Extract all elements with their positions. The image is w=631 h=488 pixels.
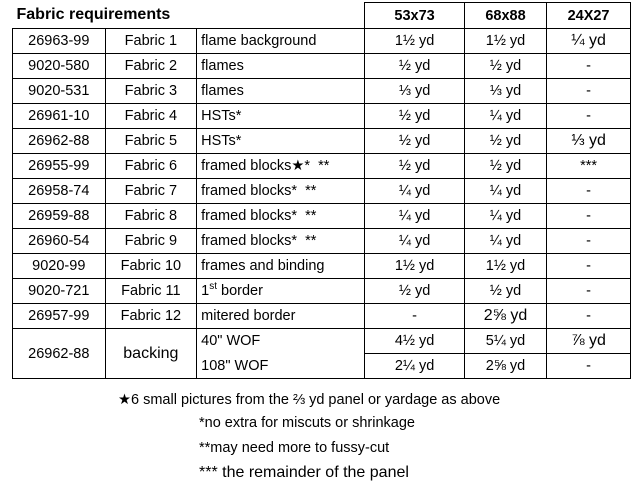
yardage-size-3: - [547,54,631,79]
yardage-size-1: ¼ yd [365,179,465,204]
fabric-use: framed blocks* ** [197,229,365,254]
backing-row [13,329,631,354]
yardage-size-1: ½ yd [365,279,465,304]
header-row [13,3,631,29]
yardage-size-1: ¼ yd [365,229,465,254]
fabric-name: Fabric 9 [105,229,197,254]
yardage-size-3: ¼ yd [547,29,631,54]
fabric-code: 26960-54 [13,229,106,254]
yardage-size-3: - [547,79,631,104]
fabric-name: Fabric 1 [105,29,197,54]
backing-code: 26962-88 [13,329,106,379]
yardage-size-1: ½ yd [365,154,465,179]
table-row [13,179,631,204]
fabric-use-number: 1 [201,283,210,299]
footnote-single-asterisk: *no extra for miscuts or shrinkage [199,415,415,431]
table-row [13,204,631,229]
backing-yardage-size-2: 5¼ yd [464,329,546,354]
backing-label: backing [105,329,197,379]
yardage-size-1: ½ yd [365,104,465,129]
table-title: Fabric requirements [13,3,365,29]
fabric-use: framed blocks* ** [197,179,365,204]
backing-yardage-size-1: 4½ yd [365,329,465,354]
table-row [13,129,631,154]
yardage-size-2: 1½ yd [464,29,546,54]
table-row [13,104,631,129]
yardage-size-2: ¼ yd [464,179,546,204]
yardage-size-3: - [547,104,631,129]
yardage-size-1: ¼ yd [365,204,465,229]
yardage-size-3: - [547,279,631,304]
fabric-code: 9020-531 [13,79,106,104]
yardage-size-3: - [547,204,631,229]
fabric-code: 9020-99 [13,254,106,279]
yardage-size-1: - [365,304,465,329]
fabric-name: Fabric 7 [105,179,197,204]
backing-use: 108" WOF [197,354,365,379]
fabric-requirements-table [12,2,631,379]
backing-yardage-size-1: 2¼ yd [365,354,465,379]
backing-yardage-size-3: - [547,354,631,379]
fabric-name: Fabric 4 [105,104,197,129]
fabric-use: HSTs* [197,129,365,154]
size-header-3: 24X27 [547,3,631,29]
fabric-use: HSTs* [197,104,365,129]
size-header-2: 68x88 [464,3,546,29]
table-row [13,254,631,279]
yardage-size-2: ½ yd [464,129,546,154]
fabric-use: flames [197,79,365,104]
yardage-size-2: ½ yd [464,54,546,79]
fabric-name: Fabric 3 [105,79,197,104]
yardage-size-3: - [547,229,631,254]
fabric-code: 9020-580 [13,54,106,79]
fabric-use-text: border [217,283,263,299]
fabric-use: framed blocks★* ** [197,154,365,179]
yardage-size-1: ⅓ yd [365,79,465,104]
table-row [13,79,631,104]
yardage-size-2: ¼ yd [464,229,546,254]
yardage-size-2: 2⅝ yd [464,304,546,329]
fabric-use: frames and binding [197,254,365,279]
yardage-size-3: - [547,254,631,279]
fabric-use: framed blocks* ** [197,204,365,229]
fabric-use: flames [197,54,365,79]
fabric-name: Fabric 5 [105,129,197,154]
fabric-use [197,279,365,304]
table-row [13,29,631,54]
fabric-name: Fabric 8 [105,204,197,229]
fabric-use-ordinal: st [209,281,217,293]
backing-yardage-size-2: 2⅝ yd [464,354,546,379]
backing-yardage-size-3: ⅞ yd [547,329,631,354]
yardage-size-2: ½ yd [464,154,546,179]
fabric-code: 26958-74 [13,179,106,204]
yardage-size-3: ⅓ yd [547,129,631,154]
fabric-name: Fabric 6 [105,154,197,179]
fabric-code: 26962-88 [13,129,106,154]
fabric-code: 26961-10 [13,104,106,129]
yardage-size-1: ½ yd [365,54,465,79]
table-row [13,279,631,304]
yardage-size-2: ¼ yd [464,104,546,129]
size-header-1: 53x73 [365,3,465,29]
yardage-size-1: ½ yd [365,129,465,154]
table-row [13,54,631,79]
table-row [13,154,631,179]
yardage-size-3: *** [547,154,631,179]
fabric-use: mitered border [197,304,365,329]
fabric-name: Fabric 10 [105,254,197,279]
table-row [13,229,631,254]
yardage-size-2: ⅓ yd [464,79,546,104]
yardage-size-2: ½ yd [464,279,546,304]
fabric-code: 26957-99 [13,304,106,329]
yardage-size-3: - [547,304,631,329]
table-row [13,304,631,329]
footnote-double-asterisk: **may need more to fussy-cut [199,440,390,456]
fabric-code: 26963-99 [13,29,106,54]
yardage-size-1: 1½ yd [365,254,465,279]
fabric-use: flame background [197,29,365,54]
yardage-size-2: ¼ yd [464,204,546,229]
fabric-code: 26959-88 [13,204,106,229]
fabric-name: Fabric 12 [105,304,197,329]
backing-use: 40" WOF [197,329,365,354]
yardage-size-2: 1½ yd [464,254,546,279]
footnote-star: ★6 small pictures from the ⅔ yd panel or yardage as above [118,392,501,408]
fabric-code: 9020-721 [13,279,106,304]
fabric-name: Fabric 11 [105,279,197,304]
fabric-code: 26955-99 [13,154,106,179]
yardage-size-1: 1½ yd [365,29,465,54]
yardage-size-3: - [547,179,631,204]
footnote-triple-asterisk: *** the remainder of the panel [199,464,409,481]
fabric-name: Fabric 2 [105,54,197,79]
